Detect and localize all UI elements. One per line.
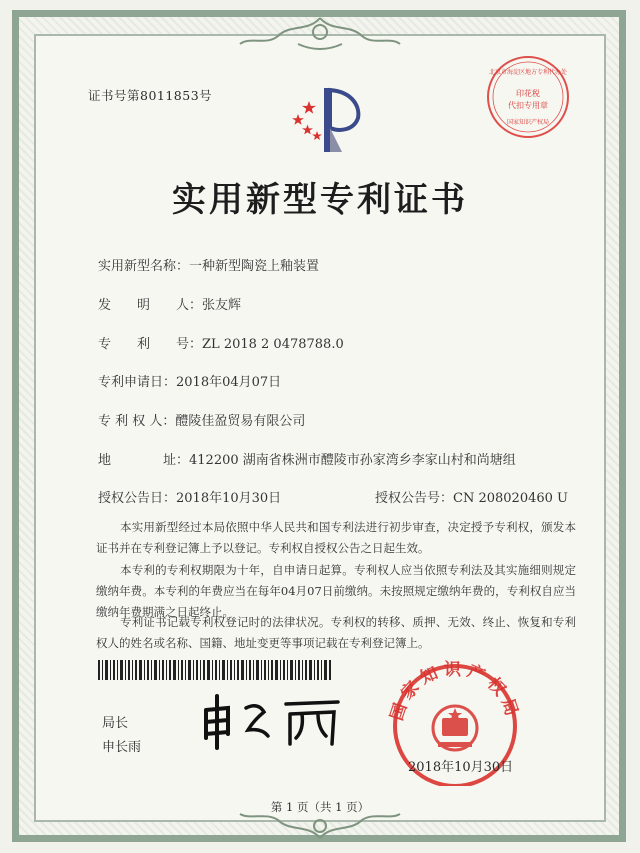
paragraph-1: 本实用新型经过本局依照中华人民共和国专利法进行初步审查，决定授予专利权，颁发本证书并在专利登记簿上予以登记。专利权自授权公告之日起生效。 xyxy=(96,520,576,555)
grant-date-value: 2018年10月30日 xyxy=(176,491,282,506)
patent-no-value: ZL 2018 2 0478788.0 xyxy=(202,337,344,352)
grant-no-label: 授权公告号： xyxy=(375,491,454,506)
patent-no-label: 专 利 号： xyxy=(98,337,203,352)
patent-office-logo xyxy=(284,86,374,154)
agency-stamp-line-2: 印花税 xyxy=(516,89,540,98)
name-label: 实用新型名称： xyxy=(98,259,190,274)
address-row xyxy=(98,449,516,468)
director-role: 局长 xyxy=(102,716,129,731)
inventor-row xyxy=(98,294,241,313)
application-date-row xyxy=(98,371,281,390)
inventor-label: 发 明 人： xyxy=(98,298,203,313)
certificate-title: 实用新型专利证书 xyxy=(172,180,468,220)
agency-stamp-line-3: 代扣专用章 xyxy=(508,101,548,110)
barcode xyxy=(98,660,333,680)
certificate-number: 证书号第8011853号 xyxy=(88,88,213,103)
agency-stamp xyxy=(483,52,573,142)
director-name: 申长雨 xyxy=(102,740,142,755)
inventor-value: 张友辉 xyxy=(202,298,242,313)
seal-text: 国家知识产权局 xyxy=(387,660,523,724)
grant-no-value: CN 208020460 U xyxy=(453,491,568,506)
holder-value: 醴陵佳盈贸易有限公司 xyxy=(175,414,306,429)
address-value: 412200 湖南省株洲市醴陵市孙家湾乡李家山村和尚塘组 xyxy=(189,453,516,468)
agency-stamp-line-1: 北京市海淀区地方专利代办处 xyxy=(488,69,568,76)
handwritten-signature xyxy=(198,690,348,750)
address-label: 地 址： xyxy=(98,453,190,468)
signature-date: 2018年10月30日 xyxy=(408,760,514,775)
patent-number-row xyxy=(98,333,344,352)
paragraph-3: 专利证书记载专利权登记时的法律状况。专利权的转移、质押、无效、终止、恢复和专利权人的姓名或名称、国籍、地址变更等事项记载在专利登记簿上。 xyxy=(96,615,576,650)
agency-stamp-line-4: 国家知识产权局 xyxy=(506,119,550,126)
name-value: 一种新型陶瓷上釉装置 xyxy=(189,259,320,274)
apply-date-label: 专利申请日： xyxy=(98,375,177,390)
apply-date-value: 2018年04月07日 xyxy=(176,375,282,390)
paragraph-2: 本专利的专利权期限为十年，自申请日起算。专利权人应当依照专利法及其实施细则规定缴纳年费。本专利的年费应当在每年04月07日前缴纳。未按照规定缴纳年费的，专利权自应当缴纳年费期满之日起终止。 xyxy=(96,563,576,619)
utility-model-name-row xyxy=(98,255,319,274)
holder-label: 专 利 权 人： xyxy=(98,414,176,429)
grant-date-label: 授权公告日： xyxy=(98,491,177,506)
bottom-ornament xyxy=(238,812,402,842)
page-footer: 第 1 页（共 1 页） xyxy=(270,800,370,814)
top-ornament xyxy=(238,14,402,54)
grant-date-row xyxy=(98,487,281,506)
patentee-row xyxy=(98,410,305,429)
grant-number-row xyxy=(375,487,568,506)
